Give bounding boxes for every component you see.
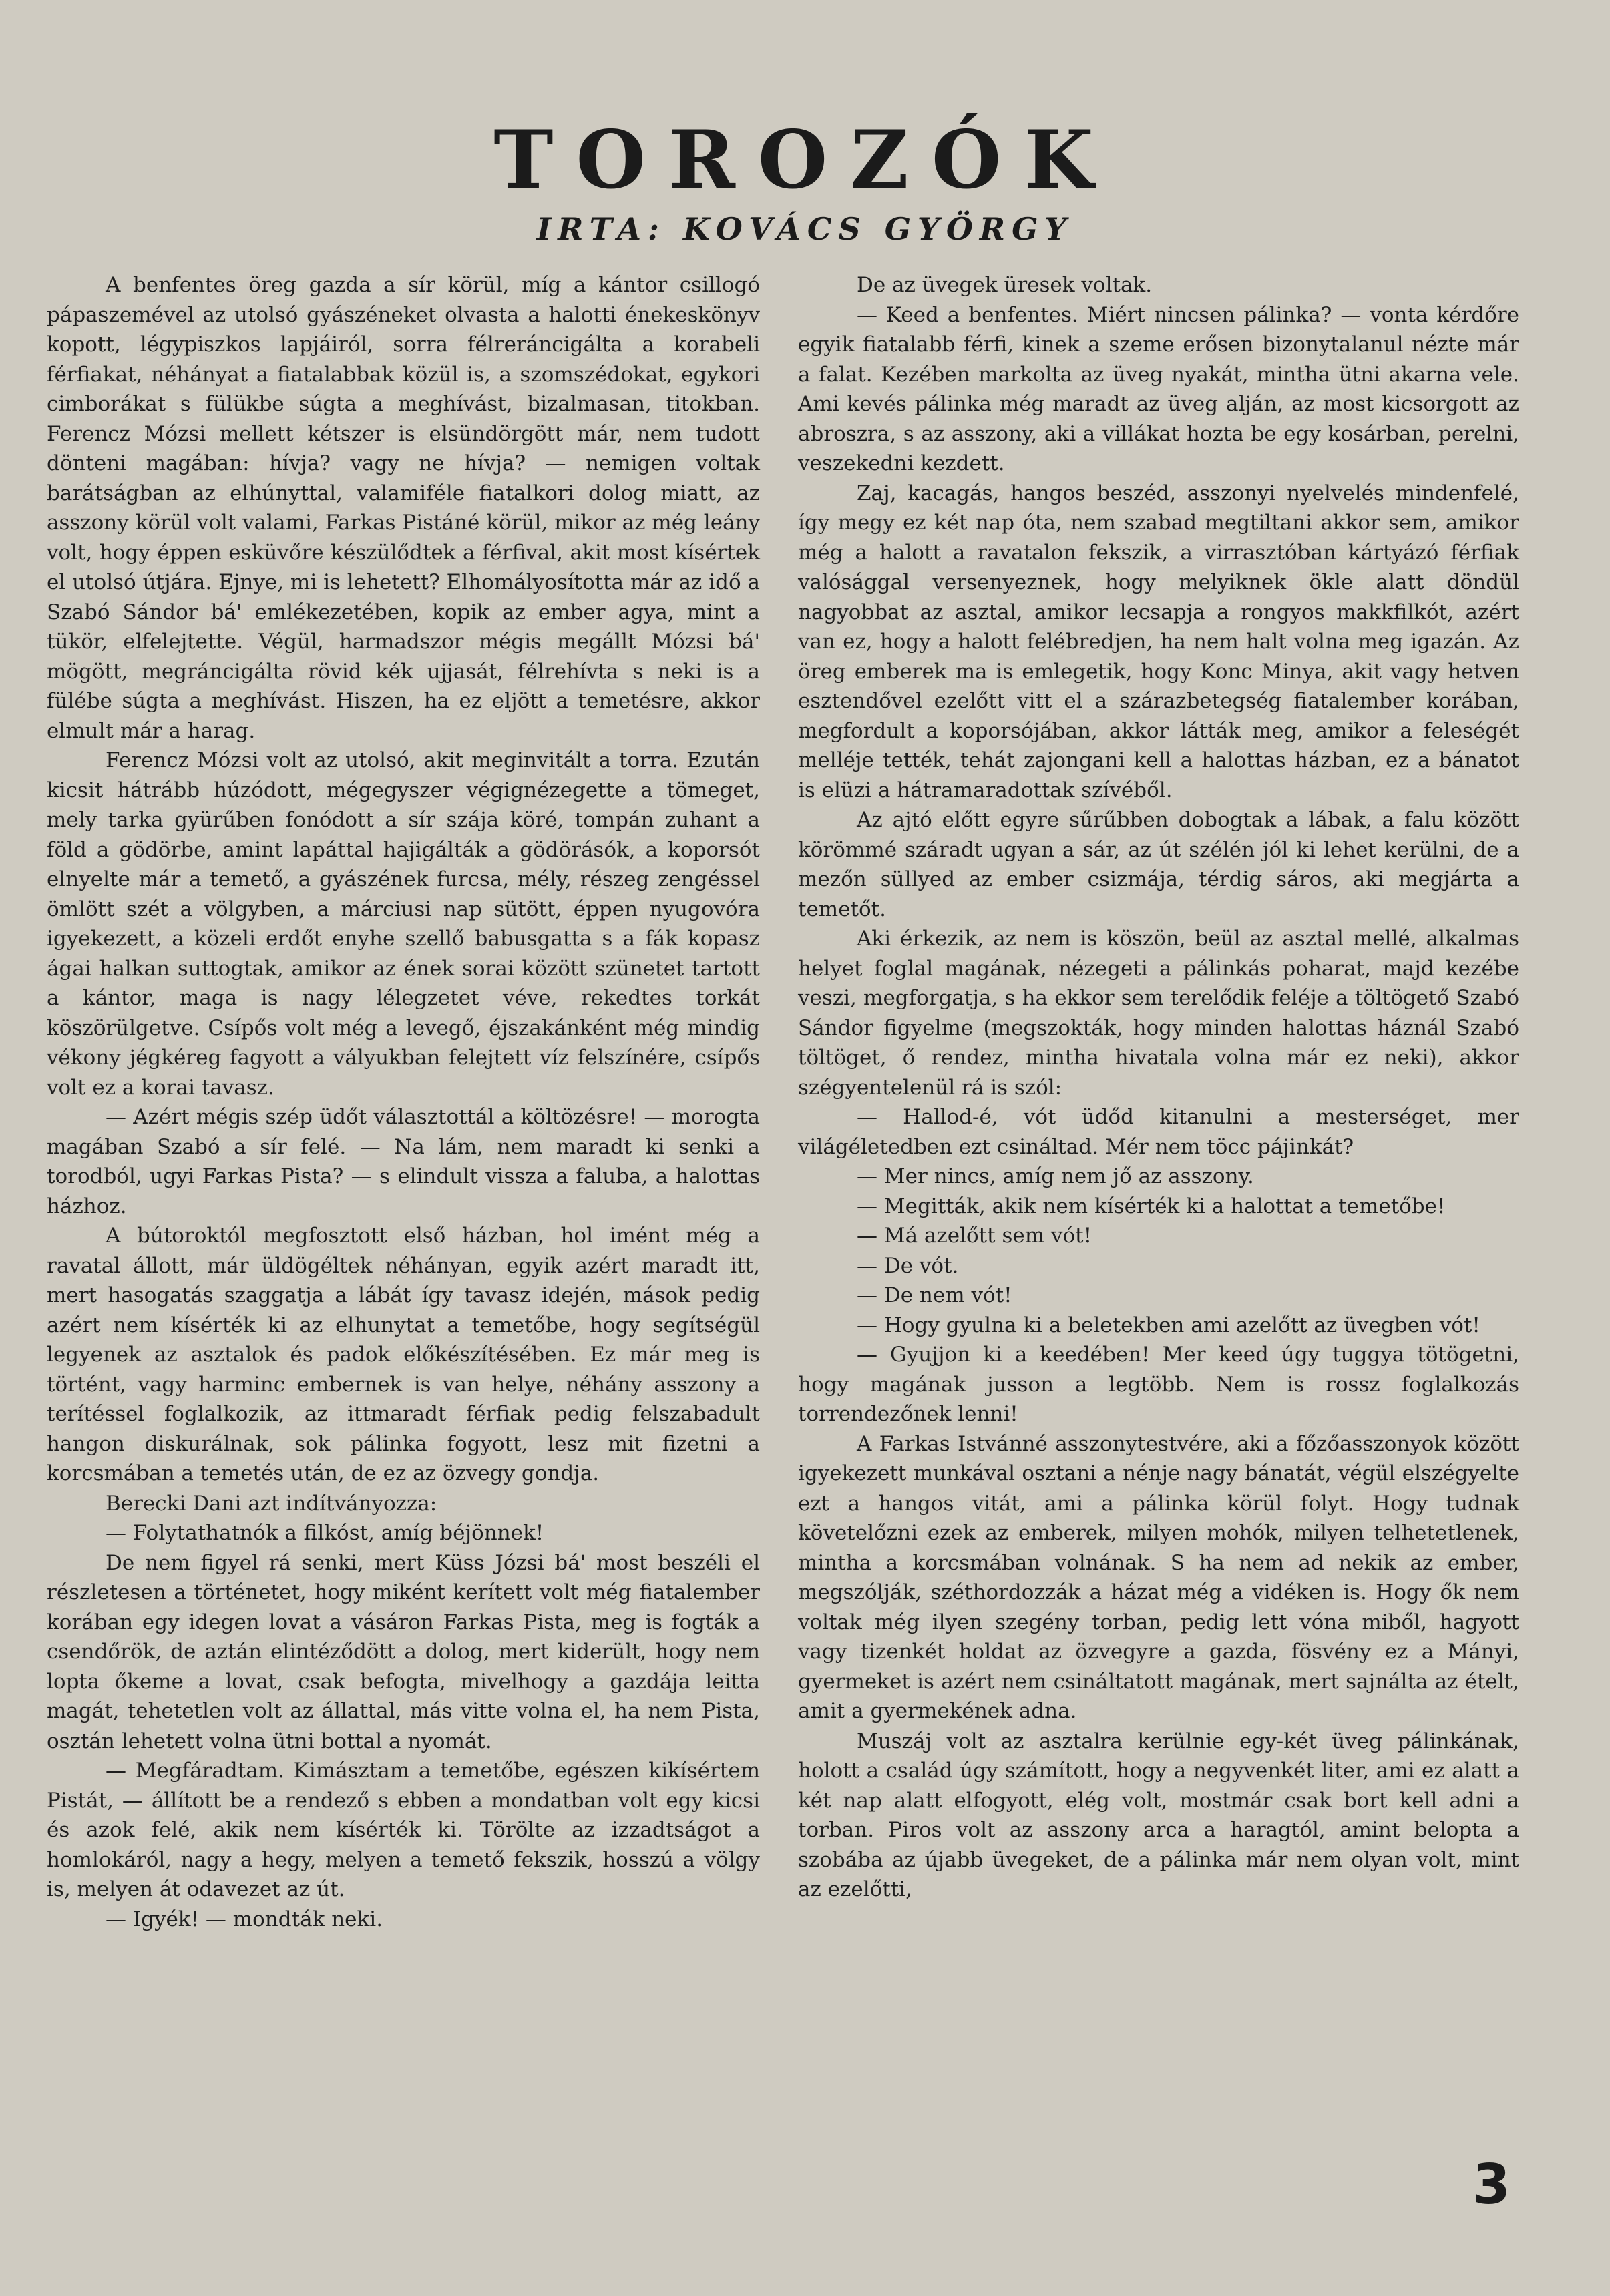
page-number: 3 (1472, 2153, 1511, 2217)
paragraph: Berecki Dani azt indítványozza: (106, 1491, 437, 1516)
article-title: TOROZÓK (493, 113, 1117, 207)
paragraph: Aki érkezik, az nem is köszön, beül az asztal mellé, alkalmas helyet foglal magának, nézegeti a pálinkás poharat, majd kezébe veszi, megforgatja, s ha ekkor sem terelődik feléje a töltögető Szabó Sándor figyelme (megszokták, hogy minden halottas háznál Szabó töltöget, ő rendez, mintha hivatala volna már ez neki), akkor szégyentelenül rá is szól: (798, 927, 1519, 1100)
paragraph: Ferencz Mózsi volt az utolsó, akit meginvitált a torra. Ezután kicsit hátrább húzódott, mégegyszer végignézegette a tömeget, mely tarka gyürűben fonódott a sír szája köré, tompán zuhant a föld a gödörbe, amint lapáttal hajigálták a gödörásók, a koporsót elnyelte már a temető, a gyászének furcsa, mély, részeg zengéssel ömlött szét a völgyben, a márciusi nap sütött, éppen nyugovóra igyekezett, a közeli erdőt enyhe szellő babusgatta s a fák kopasz ágai halkan suttogtak, amikor az ének sorai között szünetet tartott a kántor, maga is nagy lélegzetet véve, rekedtes torkát köszörülgetve. Csípős volt még a levegő, éjszakánként még mindig vékony jégkéreg fagyott a vályukban felejtett víz felszínére, csípős volt ez a korai tavasz. (47, 748, 760, 1100)
paragraph: — Hogy gyulna ki a beletekben ami azelőtt az üvegben vót! (857, 1313, 1480, 1337)
paragraph: Muszáj volt az asztalra kerülnie egy-két üveg pálinkának, holott a család úgy számított, hogy a negyvenkét liter, ami ez alatt a két nap alatt elfogyott, elég volt, mostmár csak bort kell adni a torban. Piros volt az asszony arca a haragtól, amint belopta a szobába az újabb üvegeket, de a pálinka már nem olyan volt, mint az ezelőtti, (798, 1729, 1519, 1901)
paragraph: A benfentes öreg gazda a sír körül, míg a kántor csillogó pápaszemével az utolsó gyászéneket olvasta a halotti énekeskönyv kopott, légypiszkos lapjáiról, sorra félreráncigálta a korabeli férfiakat, néhányat a fiatalabbak közül is, a szomszédokat, egykori cimborákat s fülükbe súgta a meghívást, bizalmasan, titokban. Ferencz Mózsi mellett kétszer is elsündörgött már, nem tudott dönteni magában: hívja? vagy ne hívja? — nemigen voltak barátságban az elhúnyttal, valamiféle fiatalkori dolog miatt, az asszony körül volt valami, Farkas Pistáné körül, mikor az még leány volt, hogy éppen esküvőre készülődtek a férfival, akit most kísértek el utolsó útjára. Ejnye, mi is lehetett? Elhomályosította már az idő a Szabó Sándor bá' emlékezetében, kopik az ember agya, mint a tükör, elfelejtette. Végül, harmadszor mégis megállt Mózsi bá' mögött, megráncigálta rövid kék ujjasát, félrehívta s neki is a fülébe súgta a meghívást. Hiszen, ha ez eljött a temetésre, akkor elmult már a harag. (47, 273, 760, 743)
paragraph: — Gyujjon ki a keedében! Mer keed úgy tuggya tötögetni, hogy magának jusson a legtöbb. Nem is rossz foglalkozás torrendezőnek lenni! (798, 1343, 1519, 1426)
paragraph: — De vót. (857, 1253, 959, 1278)
paragraph: — Mer nincs, amíg nem jő az asszony. (857, 1164, 1254, 1188)
right-column (798, 270, 1519, 1905)
left-column (47, 270, 760, 1934)
paragraph: De nem figyel rá senki, mert Küss Józsi bá' most beszéli el részletesen a történetet, hogy miként kerített volt még fiatalember korában egy idegen lovat a vásáron Farkas Pista, meg is fogták a csendőrök, de aztán elintéződött a dolog, mert kiderült, hogy nem lopta őkeme a lovat, csak befogta, mivelhogy a gazdája leitta magát, tehetetlen volt az állattal, más vitte volna el, ha nem Pista, osztán lehetett volna ütni bottal a nyomát. (47, 1550, 760, 1753)
paragraph: — Má azelőtt sem vót! (857, 1224, 1092, 1248)
paragraph: A bútoroktól megfosztott első házban, hol imént még a ravatal állott, már üldögéltek néhányan, egyik azért maradt itt, mert hasogatás szaggatja a lábát így tavasz idején, mások pedig azért nem kísérték ki az elhunytat a temetőbe, hogy segítségül legyenek az asztalok és padok előkészítésében. Ez már meg is történt, vagy harminc embernek is van helye, néhány asszony a terítéssel foglalkozik, az ittmaradt férfiak pedig felszabadult hangon diskurálnak, sok pálinka fogyott, lesz mit fizetni a korcsmában a temetés után, de ez az özvegy gondja. (47, 1224, 760, 1485)
paragraph: De az üvegek üresek voltak. (857, 273, 1153, 297)
paragraph: — Azért mégis szép üdőt választottál a költözésre! — morogta magában Szabó a sír felé. — Na lám, nem maradt ki senki a torodból, ugyi Farkas Pista? — s elindult vissza a faluba, a halottas házhoz. (47, 1105, 760, 1218)
paragraph: — Keed a benfentes. Miért nincsen pálinka? — vonta kérdőre egyik fiatalabb férfi, kinek a szeme erősen bizonytalanul nézte már a falat. Kezében markolta az üveg nyakát, mintha ütni akarna vele. Ami kevés pálinka még maradt az üveg alján, az most kicsorgott az abroszra, s az asszony, aki a villákat hozta be egy kosárban, perelni, veszekedni kezdett. (798, 302, 1519, 475)
paragraph: — Igyék! — mondták neki. (106, 1907, 383, 1931)
paragraph: — Folytathatnók a filkóst, amíg béjönnek! (106, 1521, 544, 1545)
paragraph: — Megitták, akik nem kísérték ki a halottat a temetőbe! (857, 1194, 1446, 1218)
article-byline: IRTA: KOVÁCS GYÖRGY (536, 211, 1074, 247)
paragraph: — De nem vót! (857, 1283, 1012, 1307)
paragraph: — Megfáradtam. Kimásztam a temetőbe, egészen kikísértem Pistát, — állított be a rendező s ebben a mondatban volt egy kicsi és azok felé, akik nem kísérték ki. Törölte az izzadtságot a homlokáról, nagy a hegy, melyen a temető fekszik, hosszú a völgy is, melyen át odavezet az út. (47, 1759, 760, 1901)
paragraph: A Farkas Istvánné asszonytestvére, aki a főzőasszonyok között igyekezett munkával osztani a nénje nagy bánatát, végül elszégyelte ezt a hangos vitát, ami a pálinka körül folyt. Hogy tudnak követelőzni ezek az emberek, milyen mohók, milyen telhetetlenek, mintha a korcsmában volnának. S ha nem ad nekik az ember, megszólják, széthordozzák a házat még a vidéken is. Hogy ők nem voltak még ilyen szegény torban, pedig lett vóna miből, hagyott vagy tizenkét holdat az özvegyre a gazda, fösvény ez a Mányi, gyermeket is azért nem csináltatott magának, mert sajnálta az ételt, amit a gyermekének adna. (798, 1431, 1519, 1723)
paragraph: Zaj, kacagás, hangos beszéd, asszonyi nyelvelés mindenfelé, így megy ez két nap óta, nem szabad megtiltani akkor sem, amikor még a halott a ravatalon fekszik, a virrasztóban kártyázó férfiak valósággal versenyeznek, hogy melyiknek ökle alatt döndül nagyobbat az asztal, amikor lecsapja a rongyos makkfilkót, azért van ez, hogy a halott felébredjen, ha nem halt volna meg igazán. Az öreg emberek ma is emlegetik, hogy Konc Minya, akit vagy hetven esztendővel ezelőtt vitt el a szárazbetegség fiatalember korában, megfordult a koporsójában, akkor látták meg, amikor a feleségét melléje tették, tehát zajongani kell a halottas házban, ez a bánatot is elüzi a hátramaradottak szívéből. (798, 481, 1519, 802)
paragraph: — Hallod-é, vót üdőd kitanulni a mesterséget, mer világéletedben ezt csináltad. Mér nem töcc pájinkát? (798, 1105, 1519, 1159)
paragraph: Az ajtó előtt egyre sűrűbben dobogtak a lábak, a falu között körömmé száradt ugyan a sár, az út szélén jól ki lehet kerülni, de a mezőn süllyed az ember csizmája, térdig sáros, aki megjárta a temetőt. (798, 808, 1519, 921)
